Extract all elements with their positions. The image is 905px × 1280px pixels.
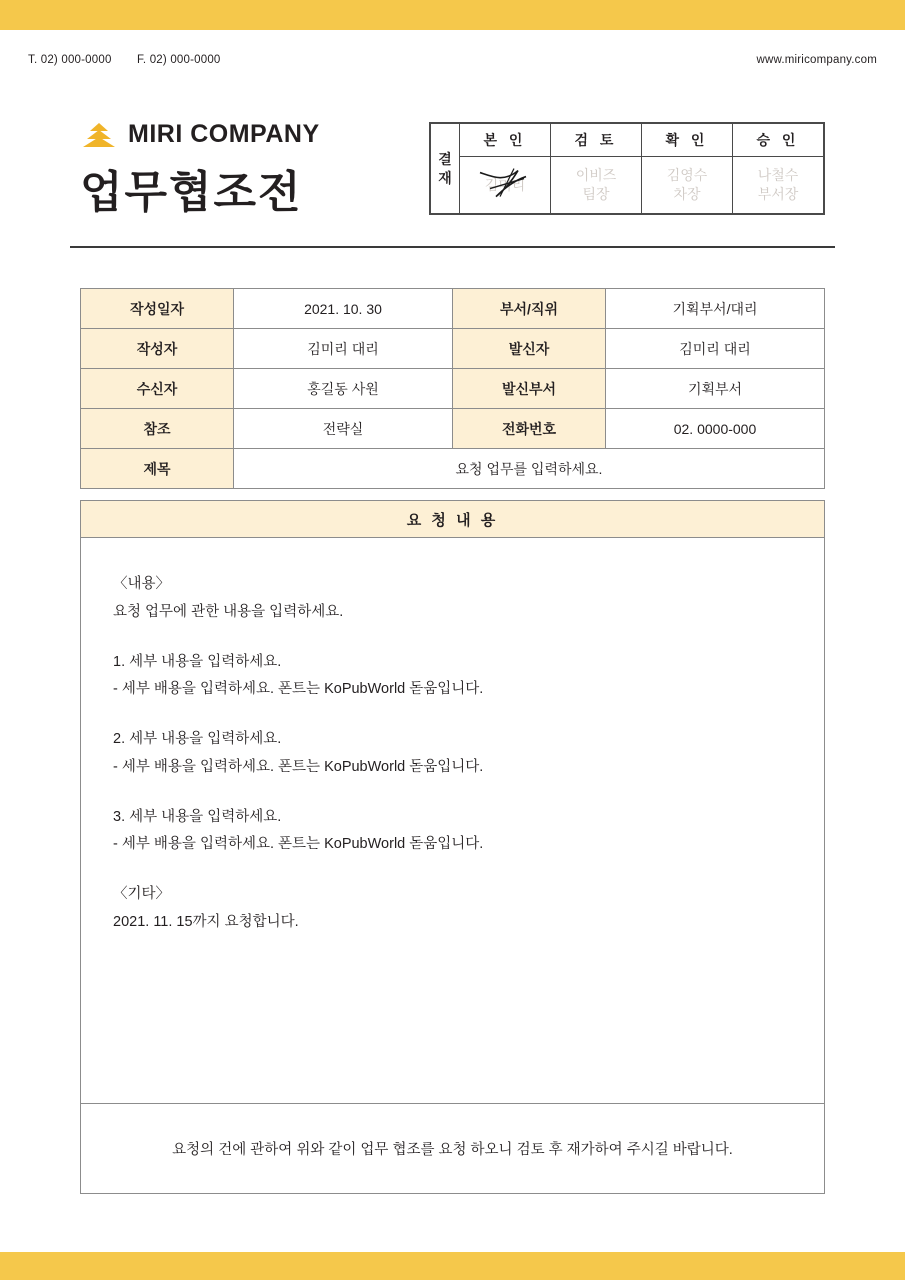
approval-stamp-box xyxy=(429,122,825,215)
info-label-subject: 제목 xyxy=(81,449,234,489)
info-value-reference: 전략실 xyxy=(234,409,453,449)
bottom-accent-band xyxy=(0,1252,905,1280)
approval-body-row xyxy=(431,157,824,214)
contact-row xyxy=(28,54,877,66)
info-value-phone: 02. 0000-000 xyxy=(606,409,825,449)
table-row xyxy=(81,369,825,409)
triangle-logo-icon xyxy=(80,122,118,148)
info-label-receiver: 수신자 xyxy=(81,369,234,409)
approval-cell-self[interactable] xyxy=(460,157,551,214)
table-row xyxy=(81,449,825,489)
brand-block xyxy=(80,120,320,149)
approver-role-confirm: 차장 xyxy=(673,186,701,202)
approval-cell-confirm[interactable] xyxy=(642,157,733,214)
table-row xyxy=(81,409,825,449)
request-section-title: 요 청 내 용 xyxy=(80,500,825,538)
etc-text: 2021. 11. 15까지 요청합니다. xyxy=(113,913,299,930)
telephone-text: T. 02) 000-0000 xyxy=(28,54,112,66)
contact-phone-fax xyxy=(28,54,243,66)
approval-table xyxy=(430,123,824,214)
info-value-receiver: 홍길동 사원 xyxy=(234,369,453,409)
website-text: www.miricompany.com xyxy=(756,54,877,66)
info-label-write-date: 작성일자 xyxy=(81,289,234,329)
info-label-dept-position: 부서/직위 xyxy=(453,289,606,329)
info-value-dept-position: 기획부서/대리 xyxy=(606,289,825,329)
approval-header-review: 검 토 xyxy=(551,124,642,157)
header-area xyxy=(80,110,825,240)
info-label-author: 작성자 xyxy=(81,329,234,369)
info-label-reference: 참조 xyxy=(81,409,234,449)
request-item-2-detail: - 세부 배용을 입력하세요. 폰트는 KoPubWorld 돋움입니다. xyxy=(113,758,484,775)
info-value-write-date: 2021. 10. 30 xyxy=(234,289,453,329)
info-value-subject: 요청 업무를 입력하세요. xyxy=(234,449,825,489)
approval-header-confirm: 확 인 xyxy=(642,124,733,157)
info-value-sender-dept: 기획부서 xyxy=(606,369,825,409)
company-name: MIRI COMPANY xyxy=(128,120,320,148)
table-row xyxy=(81,329,825,369)
approval-header-row xyxy=(431,124,824,157)
signature-icon xyxy=(474,163,536,208)
approval-header-self: 본 인 xyxy=(460,124,551,157)
fax-text: F. 02) 000-0000 xyxy=(136,54,221,66)
info-label-sender: 발신자 xyxy=(453,329,606,369)
approval-side-label-line1: 결 xyxy=(438,151,452,168)
closing-statement-box xyxy=(80,1104,825,1194)
approval-cell-review[interactable] xyxy=(551,157,642,214)
top-accent-band xyxy=(0,0,905,30)
request-body xyxy=(80,538,825,1104)
approver-name-self: 김미리 xyxy=(484,176,526,193)
approver-role-review: 팀장 xyxy=(582,186,610,202)
closing-statement: 요청의 건에 관하여 위와 같이 업무 협조를 요청 하오니 검토 후 재가하여 주시길 바랍니다. xyxy=(172,1142,733,1158)
approver-name-approve: 나철수 xyxy=(757,167,799,184)
info-label-sender-dept: 발신부서 xyxy=(453,369,606,409)
request-item-3-detail: - 세부 배용을 입력하세요. 폰트는 KoPubWorld 돋움입니다. xyxy=(113,836,484,853)
etc-heading: 〈기타〉 xyxy=(113,886,171,902)
header-divider xyxy=(70,246,835,248)
request-item-2-title: 2. 세부 내용을 입력하세요. xyxy=(113,731,282,747)
approver-name-review: 이비즈 xyxy=(575,167,617,184)
approval-side-label-line2: 재 xyxy=(438,169,452,186)
request-item-1-detail: - 세부 배용을 입력하세요. 폰트는 KoPubWorld 돋움입니다. xyxy=(113,681,484,698)
page-title: 업무협조전 xyxy=(80,168,303,217)
approver-name-confirm: 김영수 xyxy=(666,167,708,184)
info-label-phone: 전화번호 xyxy=(453,409,606,449)
info-value-sender: 김미리 대리 xyxy=(606,329,825,369)
request-item-1-title: 1. 세부 내용을 입력하세요. xyxy=(113,653,282,670)
info-value-author: 김미리 대리 xyxy=(234,329,453,369)
approval-cell-approve[interactable] xyxy=(733,157,824,214)
info-table xyxy=(80,288,825,489)
content-intro: 요청 업무에 관한 내용을 입력하세요. xyxy=(113,603,344,620)
approver-role-approve: 부서장 xyxy=(757,186,799,202)
approval-side-label xyxy=(431,124,460,214)
request-item-3-title: 3. 세부 내용을 입력하세요. xyxy=(113,808,282,825)
content-heading: 〈내용〉 xyxy=(113,576,171,592)
table-row xyxy=(81,289,825,329)
approval-header-approve: 승 인 xyxy=(733,124,824,157)
